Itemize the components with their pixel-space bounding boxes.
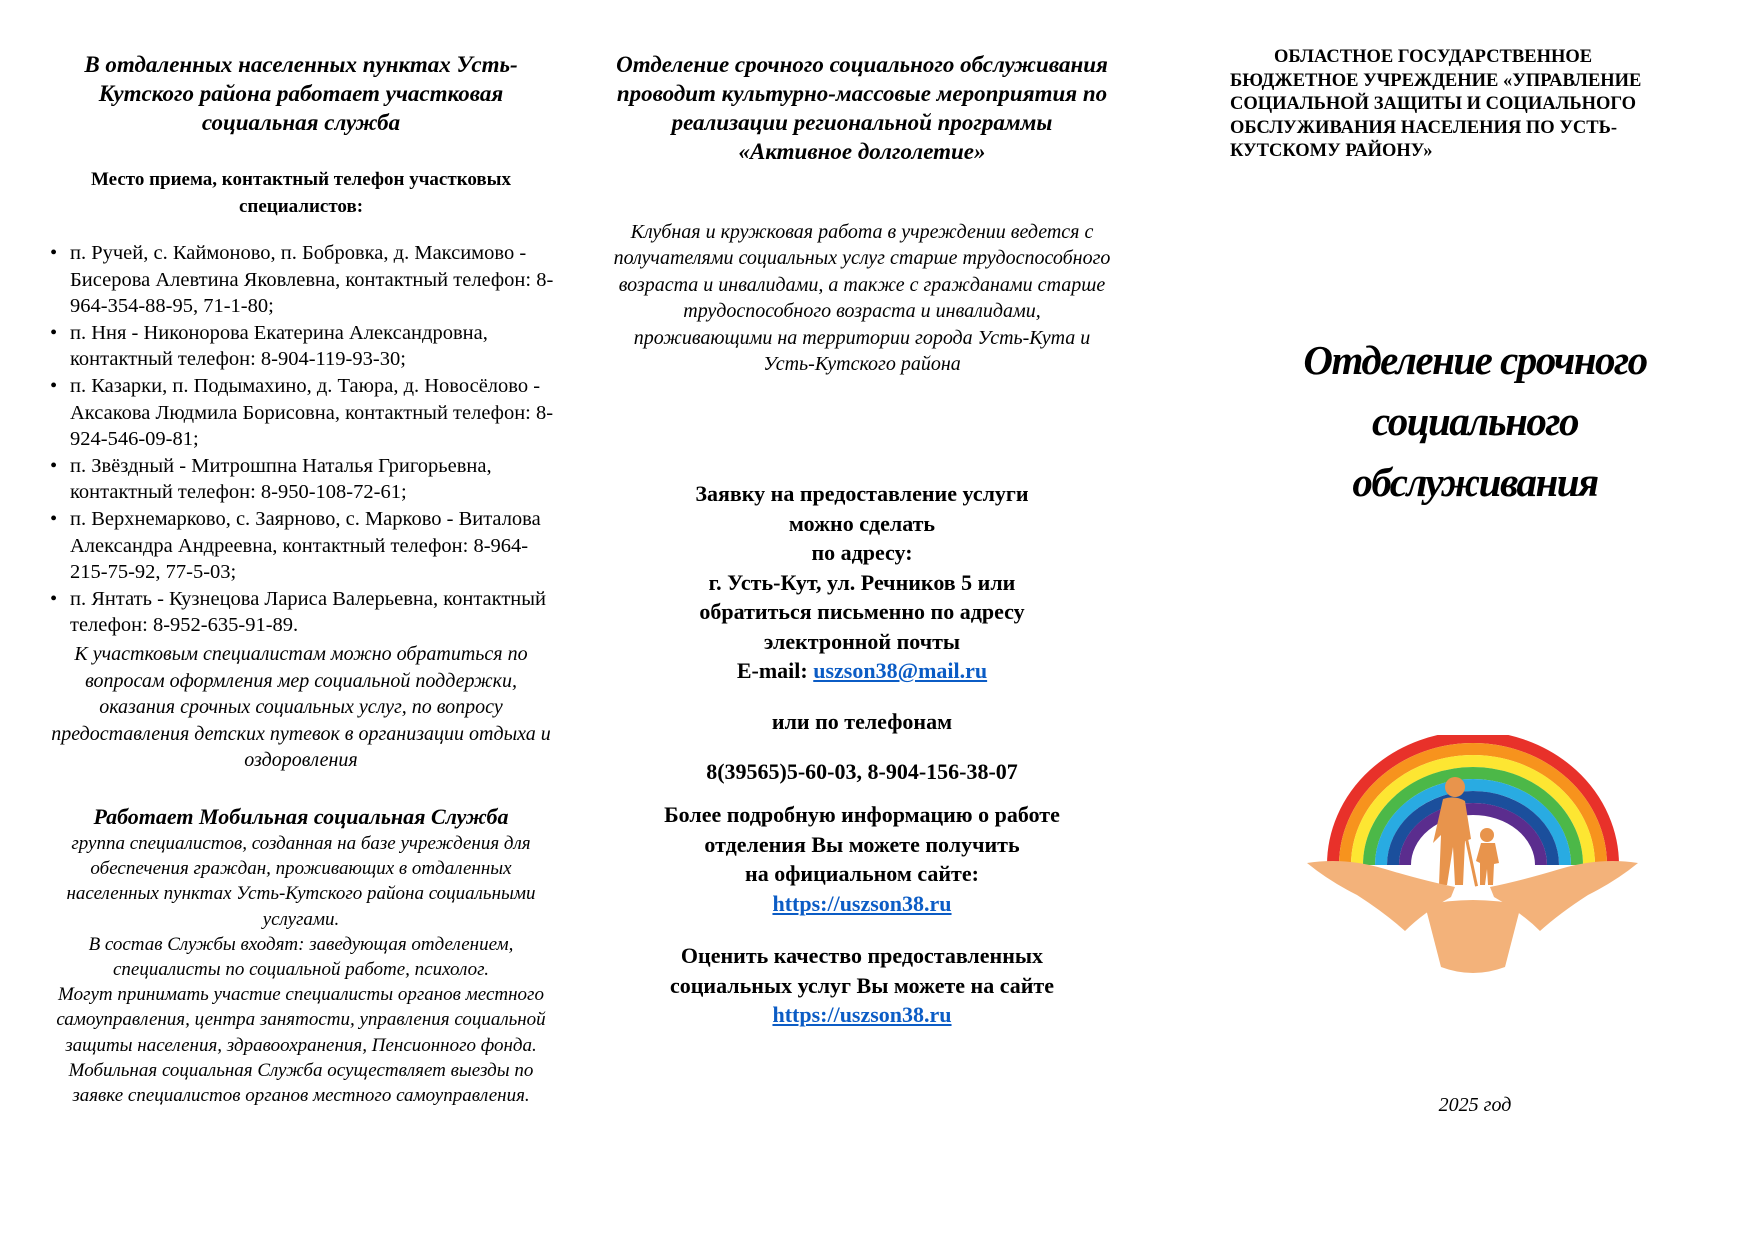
request-line: можно сделать — [788, 510, 936, 536]
list-item: • п. Ння - Никонорова Екатерина Александровна, контактный телефон: 8-904-119-93-30; — [70, 320, 558, 373]
org-line: ОБСЛУЖИВАНИЯ НАСЕЛЕНИЯ ПО УСТЬ- — [1230, 117, 1617, 138]
more-info-block — [612, 800, 1112, 918]
more-info-line: Более подробную информацию о работе — [664, 802, 1060, 827]
specialists-note: К участковым специалистам можно обратиться по вопросам оформления мер социальной поддержки, оказания срочных социальных услуг, по вопросу предоставления детских путевок в организации отдыха и оздоровления — [51, 643, 551, 771]
site-link[interactable]: https://uszson38.ru — [772, 890, 952, 916]
title-line: Отделение срочного — [1303, 337, 1647, 383]
rate-block — [612, 941, 1112, 1030]
organization-name — [1230, 46, 1730, 164]
mobile-text-paragraph: группа специалистов, созданная на базе учреждения для обеспечения граждан, проживающих в отдаленных населенных пунктах Усть-Кутского района социальными услугами. — [66, 833, 536, 930]
list-item: • п. Янтать - Кузнецова Лариса Валерьевна, контактный телефон: 8-952-635-91-89. — [70, 586, 558, 639]
title-line: социального — [1372, 398, 1578, 444]
mobile-text-paragraph: В состав Службы входят: заведующая отделением, специалисты по социальной работе, психолог. — [88, 933, 514, 981]
org-line: СОЦИАЛЬНОЙ ЗАЩИТЫ И СОЦИАЛЬНОГО — [1230, 94, 1637, 114]
email-label: E-mail: — [736, 658, 808, 683]
list-item: • п. Верхнемарково, с. Заярново, с. Марково - Виталова Александра Андреевна, контактный телефон: 8-964-215-75-92, 77-5-03; — [70, 506, 558, 586]
rate-site-link[interactable]: https://uszson38.ru — [772, 1002, 952, 1027]
phones: 8(39565)5-60-03, 8-904-156-38-07 — [706, 759, 1018, 784]
request-line: Заявку на предоставление услуги — [695, 481, 1029, 506]
right-panel — [1230, 0, 1720, 1240]
org-line: КУТСКОМУ РАЙОНУ» — [1230, 141, 1433, 161]
year: 2025 год — [1438, 1094, 1512, 1116]
middle-panel — [612, 0, 1112, 1240]
left-panel — [48, 0, 554, 1240]
specialists-list — [48, 240, 558, 639]
request-line: обратиться письменно по адресу — [699, 599, 1025, 624]
club-work-text: Клубная и кружковая работа в учреждении ведется с получателями социальных услуг старше трудоспособного возраста и инвалидами, а также с гражданами старше трудоспособного возраста и инвалидами, проживающими на территории города Усть-Кута и Усть-Кутского района — [613, 221, 1111, 376]
phones-label: или по телефонам — [771, 709, 953, 734]
mobile-service-text — [48, 831, 554, 1108]
mobile-service-title: Работает Мобильная социальная Служба — [93, 804, 509, 829]
mobile-text-paragraph: Могут принимать участие специалисты органов местного самоуправления, центра занятости, управления социальной защиты населения, здравоохранения, Пенсионного фонда. — [56, 984, 546, 1056]
org-line: ОБЛАСТНОЕ ГОСУДАРСТВЕННОЕ — [1274, 47, 1593, 67]
rainbow-hands-logo — [1305, 735, 1640, 1005]
rate-line: социальных услуг Вы можете на сайте — [669, 972, 1054, 998]
request-block — [612, 479, 1112, 686]
mobile-text-paragraph: Мобильная социальная Служба осуществляет выезды по заявке специалистов органов местного самоуправления. — [68, 1059, 534, 1107]
rate-line: Оценить качество предоставленных — [680, 943, 1044, 968]
more-info-line: на официальном сайте: — [745, 861, 979, 886]
child-icon — [1476, 828, 1499, 885]
email-row — [612, 656, 1112, 686]
list-item: • п. Казарки, п. Подымахино, д. Таюра, д. Новосёлово - Аксакова Людмила Борисовна, контактный телефон: 8-924-546-09-81; — [70, 373, 558, 453]
org-line: БЮДЖЕТНОЕ УЧРЕЖДЕНИЕ «УПРАВЛЕНИЕ — [1230, 70, 1642, 91]
hands-icon — [1307, 861, 1638, 973]
list-item: • п. Ручей, с. Каймоново, п. Бобровка, д. Максимово - Бисерова Алевтина Яковлевна, контактный телефон: 8-964-354-88-95, 71-1-80; — [70, 240, 558, 320]
title-line: обслуживания — [1352, 459, 1598, 505]
address-line: г. Усть-Кут, ул. Речников 5 или — [708, 569, 1016, 595]
left-heading: В отдаленных населенных пунктах Усть-Кутского района работает участковая социальная служба — [84, 52, 518, 135]
request-line: электронной почты — [763, 628, 961, 654]
brochure-title — [1230, 330, 1720, 513]
middle-heading: Отделение срочного социального обслуживания проводит культурно-массовые мероприятия по реализации региональной программы «Активное долголетие» — [616, 52, 1108, 164]
more-info-line: отделения Вы можете получить — [704, 831, 1020, 857]
rainbow-icon — [1333, 737, 1613, 865]
contacts-subheading: Место приема, контактный телефон участковых специалистов: — [90, 169, 512, 217]
request-line: по адресу: — [811, 540, 913, 565]
email-link[interactable]: uszson38@mail.ru — [813, 658, 988, 683]
list-item: • п. Звёздный - Митрошпна Наталья Григорьевна, контактный телефон: 8-950-108-72-61; — [70, 453, 558, 506]
